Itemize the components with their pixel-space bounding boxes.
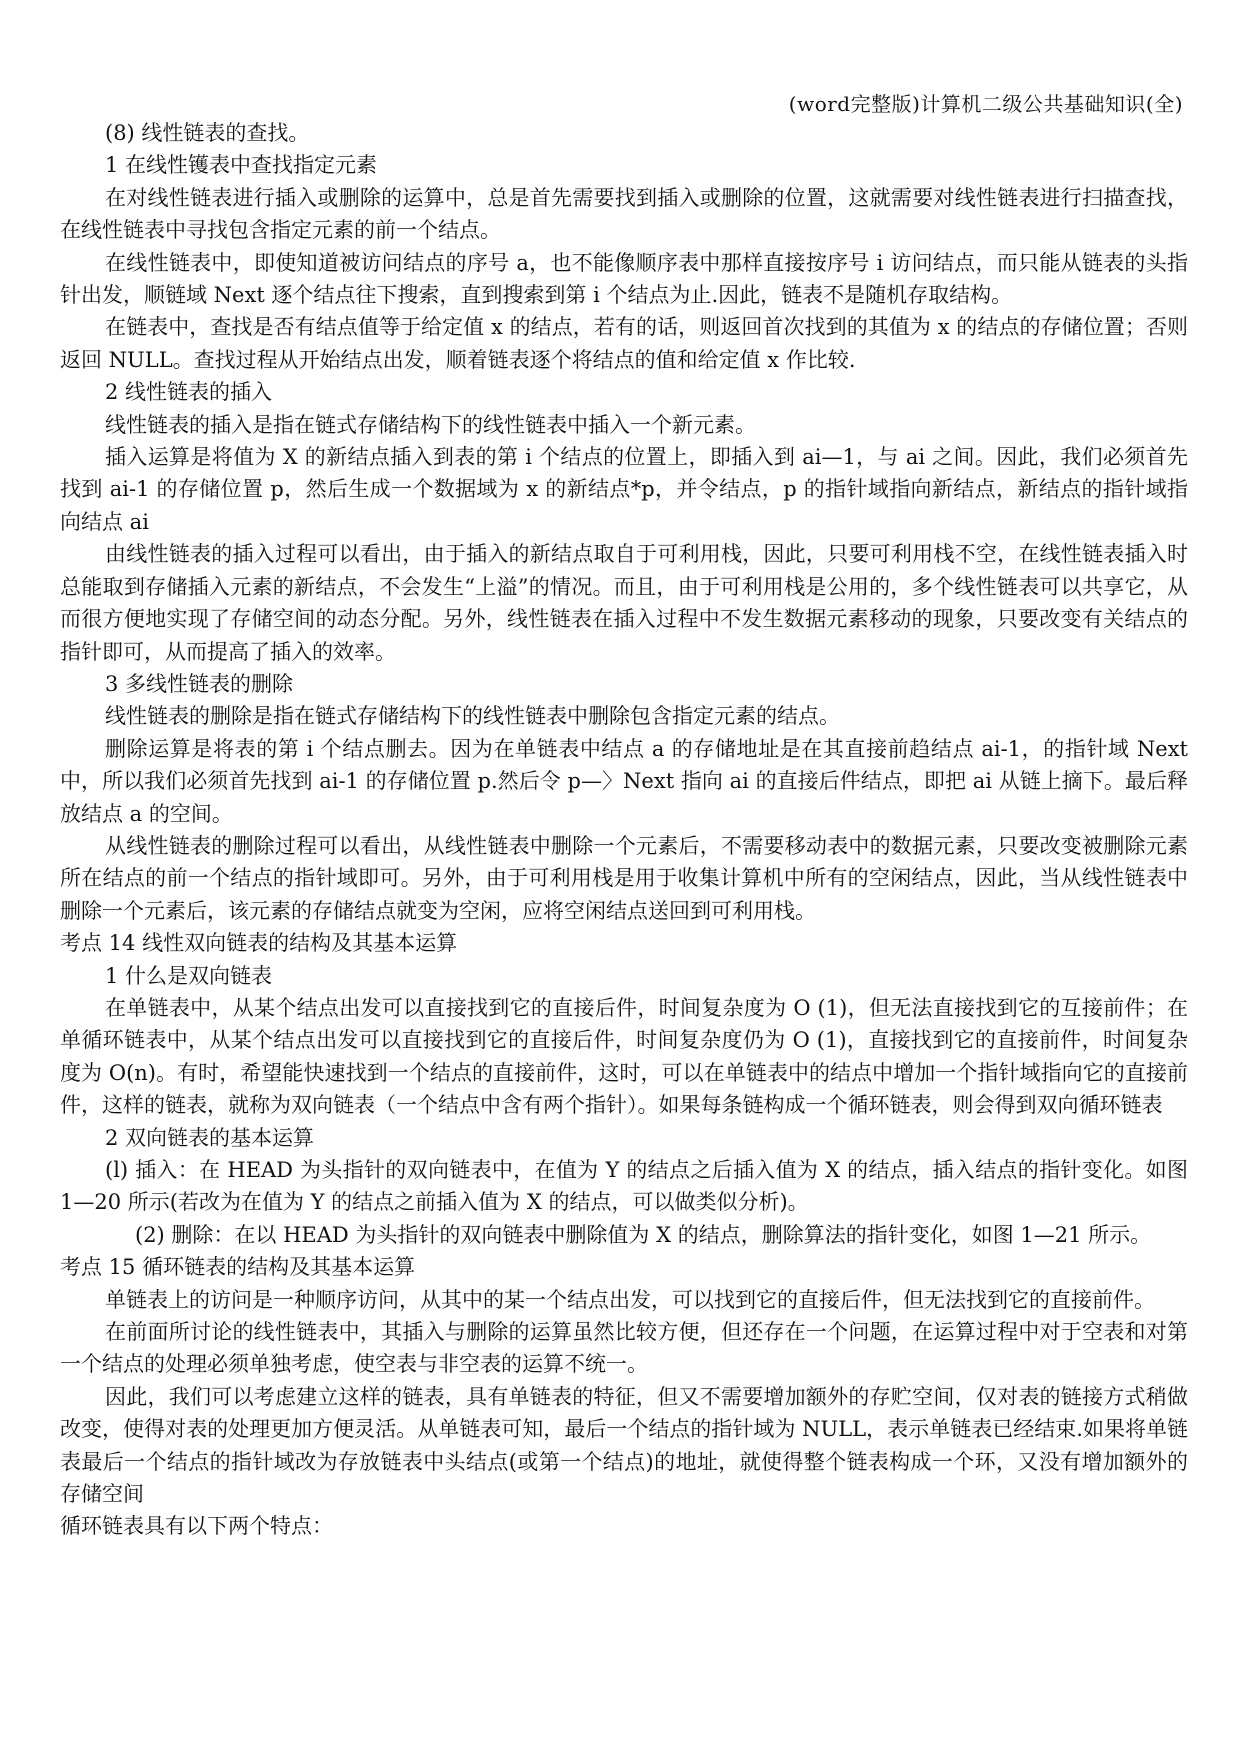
subsection-heading: 2 双向链表的基本运算	[105, 1125, 315, 1150]
body-paragraph: (l) 插入：在 HEAD 为头指针的双向链表中，在值为 Y 的结点之后插入值为 X 的结点，插入结点的指针变化。如图 1—20 所示(若改为在值为 Y 的结点之前插入值为 X 的结点，可以做类似分析)。	[60, 1158, 1188, 1215]
body-paragraph: 因此，我们可以考虑建立这样的链表，具有单链表的特征，但又不需要增加额外的存贮空间，仅对表的链接方式稍做改变，使得对表的处理更加方便灵活。从单链表可知，最后一个结点的指针域为 NULL，表示单链表已经结束.如果将单链表最后一个结点的指针域改为存放链表中头结点(或第一个结点)的地址，就使得整个链表构成一个环，又没有增加额外的存储空间	[60, 1384, 1188, 1507]
topic-heading: 考点 15 循环链表的结构及其基本运算	[60, 1255, 416, 1280]
body-paragraph: 在前面所讨论的线性链表中，其插入与删除的运算虽然比较方便，但还存在一个问题，在运算过程中对于空表和对第一个结点的处理必须单独考虑，使空表与非空表的运算不统一。	[60, 1320, 1188, 1377]
body-paragraph: 在单链表中，从某个结点出发可以直接找到它的直接后件，时间复杂度为 O (1)，但无法直接找到它的互接前件；在单循环链表中，从某个结点出发可以直接找到它的直接后件，时间复杂度仍为 O (1)，直接找到它的直接前件，时间复杂度为 O(n)。有时，希望能快速找到一个结点的直接前件，这时，可以在单链表中的结点中增加一个指针域指向它的直接前件，这样的链表，就称为双向链表（一个结点中含有两个指针）。如果每条链构成一个循环链表，则会得到双向循环链表	[60, 995, 1188, 1118]
subsection-heading: 1 什么是双向链表	[105, 963, 273, 988]
body-paragraph: 在对线性链表进行插入或删除的运算中，总是首先需要找到插入或删除的位置，这就需要对线性链表进行扫描查找，在线性链表中寻找包含指定元素的前一个结点。	[60, 185, 1188, 243]
body-paragraph: 单链表上的访问是一种顺序访问，从其中的某一个结点出发，可以找到它的直接后件，但无法找到它的直接前件。	[105, 1287, 1155, 1312]
section-heading: (8) 线性链表的查找。	[105, 121, 310, 145]
subsection-heading: 2 线性链表的插入	[105, 380, 273, 405]
body-paragraph: 在链表中，查找是否有结点值等于给定值 x 的结点，若有的话，则返回首次找到的其值为 x 的结点的存储位置；否则返回 NULL。查找过程从开始结点出发，顺着链表逐个将结点的值和给定值 x 作比较.	[60, 315, 1188, 372]
body-paragraph: 由线性链表的插入过程可以看出，由于插入的新结点取自于可利用栈，因此，只要可利用栈不空，在线性链表插入时总能取到存储插入元素的新结点，不会发生“上溢”的情况。而且，由于可利用栈是公用的，多个线性链表可以共享它，从而很方便地实现了存储空间的动态分配。另外，线性链表在插入过程中不发生数据元素移动的现象，只要改变有关结点的指针即可，从而提高了插入的效率。	[60, 542, 1188, 664]
body-paragraph: 插入运算是将值为 X 的新结点插入到表的第 i 个结点的位置上，即插入到 ai—1，与 ai 之间。因此，我们必须首先找到 ai-1 的存储位置 p，然后生成一个数据域为 x 的新结点*p，并令结点，p 的指针域指向新结点，新结点的指针域指向结点 ai	[60, 445, 1188, 534]
body-paragraph: 从线性链表的删除过程可以看出，从线性链表中删除一个元素后，不需要移动表中的数据元素，只要改变被删除元素所在结点的前一个结点的指针域即可。另外，由于可利用栈是用于收集计算机中所有的空闲结点，因此，当从线性链表中删除一个元素后，该元素的存储结点就变为空闲，应将空闲结点送回到可利用栈。	[60, 833, 1188, 923]
subsection-heading: 1 在线性镬表中查找指定元素	[105, 153, 378, 178]
body-paragraph: 线性链表的删除是指在链式存储结构下的线性链表中删除包含指定元素的结点。	[105, 704, 840, 729]
body-paragraph: 在线性链表中，即使知道被访问结点的序号 a，也不能像顺序表中那样直接按序号 i 访问结点，而只能从链表的头指针出发，顺链域 Next 逐个结点往下搜索，直到搜索到第 i 个结点为止.因此，链表不是随机存取结构。	[60, 250, 1188, 308]
body-paragraph: 线性链表的插入是指在链式存储结构下的线性链表中插入一个新元素。	[105, 412, 756, 437]
body-paragraph: 删除运算是将表的第 i 个结点删去。因为在单链表中结点 a 的存储地址是在其直接前趋结点 ai-1，的指针域 Next 中，所以我们必须首先找到 ai-1 的存储位置 p.然后令 p—〉Next 指向 ai 的直接后件结点，即把 ai 从链上摘下。最后释放结点 a 的空间。	[60, 736, 1188, 826]
document-body	[60, 117, 1188, 1543]
body-paragraph: (2) 删除：在以 HEAD 为头指针的双向链表中删除值为 X 的结点，删除算法的指针变化，如图 1—21 所示。	[135, 1222, 1152, 1247]
subsection-heading: 3 多线性链表的删除	[105, 671, 294, 696]
body-paragraph: 循环链表具有以下两个特点：	[60, 1514, 333, 1539]
running-header: (word完整版)计算机二级公共基础知识(全)	[788, 92, 1183, 116]
topic-heading: 考点 14 线性双向链表的结构及其基本运算	[60, 931, 458, 956]
